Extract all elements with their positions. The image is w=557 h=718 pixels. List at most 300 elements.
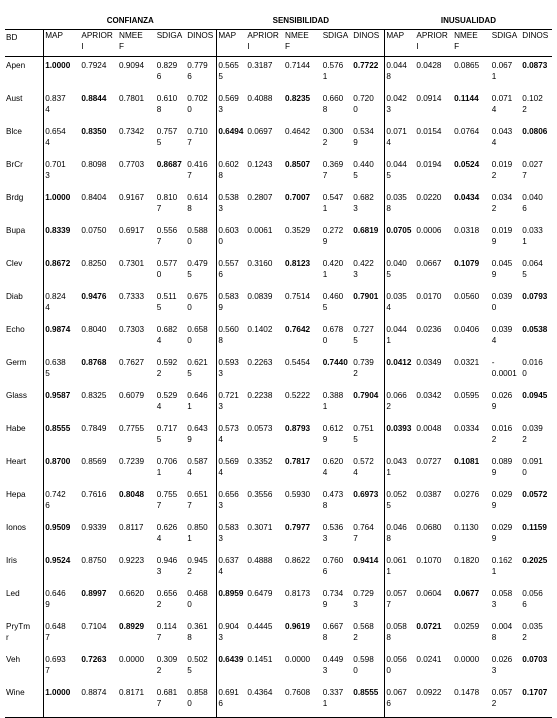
value-cell: 0.035 2 — [522, 622, 543, 642]
value-cell: 0.850 1 — [186, 519, 217, 552]
value-cell: 0.0604 — [416, 589, 442, 598]
value-cell: 0.8350 — [81, 127, 107, 136]
value-cell: 0.460 5 — [322, 292, 344, 312]
value-cell: 0.3187 — [247, 61, 273, 70]
table-row — [5, 486, 552, 519]
value-cell: 0.9619 — [285, 622, 311, 631]
value-cell: 0.039 2 — [522, 424, 543, 444]
value-cell: 0.9167 — [119, 193, 145, 202]
table-row — [5, 420, 552, 453]
value-cell: 0.720 0 — [352, 90, 385, 123]
value-cell: 0.547 1 — [322, 193, 344, 213]
value-cell: 0.042 3 — [386, 94, 407, 114]
value-cell: 0.1130 — [454, 523, 479, 532]
value-cell: 0.675 0 — [186, 288, 217, 321]
value-cell: 0.583 9 — [218, 292, 239, 312]
value-cell: 0.089 9 — [491, 457, 513, 477]
value-cell: 0.272 9 — [322, 226, 344, 246]
value-cell: 0.0220 — [416, 193, 442, 202]
value-cell: 0.071 4 — [386, 127, 407, 147]
value-cell: 0.309 2 — [156, 655, 178, 675]
dataset-name: Aust — [5, 90, 44, 123]
value-cell: 0.0434 — [454, 193, 480, 202]
value-cell: 0.449 3 — [322, 655, 344, 675]
dataset-name: Brdg — [5, 189, 44, 222]
value-cell: 1.0000 — [45, 61, 71, 70]
value-cell: 0.0945 — [522, 391, 548, 400]
value-cell: 0.678 0 — [322, 325, 344, 345]
table-row — [5, 321, 552, 354]
value-cell: 0.837 4 — [45, 94, 66, 114]
value-cell: 0.0387 — [416, 490, 442, 499]
value-cell: 0.904 3 — [218, 622, 239, 642]
value-cell: 0.2807 — [247, 193, 273, 202]
value-cell: 0.810 7 — [156, 193, 178, 213]
value-cell: 0.8929 — [119, 622, 145, 631]
value-cell: 0.3160 — [247, 259, 273, 268]
value-cell: 0.0572 — [522, 490, 548, 499]
value-cell: 0.9476 — [81, 292, 107, 301]
value-cell: 0.9414 — [352, 552, 385, 585]
value-cell: 0.588 0 — [186, 222, 217, 255]
value-cell: 0.0667 — [416, 259, 442, 268]
value-cell: 0.0750 — [81, 226, 107, 235]
value-cell: 0.0922 — [415, 684, 453, 718]
value-cell: 0.742 6 — [45, 490, 66, 510]
value-cell: 0.8569 — [81, 457, 107, 466]
value-cell: 0.114 7 — [156, 622, 177, 642]
value-cell: 0.538 3 — [218, 193, 239, 213]
dataset-name: Hepa — [5, 486, 44, 519]
value-cell: 0.052 5 — [386, 490, 407, 510]
value-cell: 0.710 7 — [186, 123, 217, 156]
value-cell: 0.029 9 — [491, 523, 513, 543]
value-cell: 0.7801 — [119, 94, 145, 103]
header-apriori-u: APRIOR I — [415, 30, 453, 57]
table-body — [5, 57, 552, 718]
value-cell: 0.8325 — [81, 391, 107, 400]
value-cell: 0.9223 — [119, 556, 145, 565]
value-cell: 0.6973 — [352, 486, 385, 519]
value-cell: 0.0349 — [416, 358, 442, 367]
value-cell: 0.701 3 — [45, 160, 66, 180]
value-cell: 0.0342 — [416, 391, 442, 400]
value-cell: 0.0406 — [454, 325, 480, 334]
value-cell: 0.603 0 — [218, 226, 239, 246]
value-cell: 0.4088 — [247, 94, 273, 103]
value-cell: 0.824 4 — [45, 292, 66, 312]
header-sdiga-c: SDIGA — [156, 30, 187, 57]
value-cell: 0.757 5 — [156, 127, 178, 147]
value-cell: 0.416 7 — [186, 156, 217, 189]
value-cell: 0.162 1 — [491, 556, 513, 576]
value-cell: 0.422 3 — [352, 255, 385, 288]
header-dinos-u: DINOS — [521, 30, 552, 57]
value-cell: 0.0873 — [522, 61, 548, 70]
value-cell: 0.8622 — [285, 556, 311, 565]
group-header-row — [5, 12, 552, 30]
value-cell: 0.0865 — [454, 61, 480, 70]
header-map-u: MAP — [385, 30, 416, 57]
value-cell: 0.8173 — [285, 589, 311, 598]
value-cell: 0.1081 — [454, 457, 480, 466]
value-cell: 0.3352 — [247, 457, 273, 466]
value-cell: 0.8235 — [285, 94, 311, 103]
header-map-s: MAP — [217, 30, 247, 57]
value-cell: 0.361 8 — [186, 618, 217, 651]
value-cell: 0.473 8 — [322, 490, 344, 510]
value-cell: 0.573 4 — [218, 424, 239, 444]
dataset-name: Wine — [5, 684, 44, 718]
value-cell: 0.734 9 — [322, 589, 344, 609]
value-cell: 0.4888 — [247, 556, 273, 565]
value-cell: 0.0194 — [416, 160, 442, 169]
value-cell: 0.7301 — [119, 259, 145, 268]
value-cell: 0.043 4 — [491, 127, 513, 147]
value-cell: 0.592 2 — [156, 358, 178, 378]
value-cell: 0.7904 — [352, 387, 385, 420]
value-cell: 0.440 5 — [352, 156, 385, 189]
value-cell: 0.0259 — [454, 622, 480, 631]
value-cell: 0.0321 — [454, 358, 480, 367]
value-cell: 0.061 1 — [386, 556, 407, 576]
value-cell: 0.612 9 — [322, 424, 344, 444]
value-cell: 0.0000 — [454, 655, 480, 664]
value-cell: 0.5454 — [285, 358, 311, 367]
value-cell: 0.779 6 — [186, 57, 217, 91]
dataset-name: PryTm r — [5, 618, 44, 651]
value-cell: 0.468 0 — [186, 585, 217, 618]
value-cell: 0.0806 — [522, 127, 548, 136]
value-cell: 0.9094 — [119, 61, 145, 70]
value-cell: 0.569 4 — [218, 457, 239, 477]
value-cell: 0.3556 — [247, 490, 273, 499]
results-table — [5, 12, 552, 718]
column-header-row — [5, 30, 552, 57]
header-dinos-c: DINOS — [186, 30, 217, 57]
results-table-container — [5, 12, 552, 718]
value-cell: 0.7977 — [285, 523, 311, 532]
value-cell: 0.6079 — [119, 391, 145, 400]
value-cell: 0.1451 — [247, 655, 273, 664]
value-cell: 0.7303 — [119, 325, 145, 334]
value-cell: 0.7616 — [81, 490, 107, 499]
value-cell: 0.7514 — [285, 292, 311, 301]
value-cell: 0.045 9 — [491, 259, 513, 279]
value-cell: 0.0154 — [416, 127, 442, 136]
value-cell: 0.058 8 — [386, 622, 407, 642]
value-cell: 0.016 0 — [522, 358, 543, 378]
value-cell: 0.706 1 — [156, 457, 178, 477]
value-cell: 0.0276 — [454, 490, 480, 499]
value-cell: 0.576 1 — [322, 61, 344, 81]
dataset-name: Clev — [5, 255, 44, 288]
value-cell: 0.727 5 — [352, 321, 385, 354]
value-cell: 0.8171 — [118, 684, 156, 718]
value-cell: 0.682 4 — [156, 325, 178, 345]
value-cell: 0.057 2 — [491, 684, 522, 718]
value-cell: 0.651 7 — [186, 486, 217, 519]
value-cell: 0.2263 — [247, 358, 273, 367]
value-cell: 0.7703 — [119, 160, 145, 169]
value-cell: 0.656 2 — [156, 589, 178, 609]
value-cell: 0.337 1 — [322, 684, 353, 718]
value-cell: 0.0914 — [416, 94, 442, 103]
header-map-c: MAP — [44, 30, 81, 57]
value-cell: 0.7849 — [81, 424, 107, 433]
value-cell: 0.1243 — [247, 160, 273, 169]
table-row — [5, 222, 552, 255]
value-cell: 0.648 7 — [45, 622, 66, 642]
dataset-name: Diab — [5, 288, 44, 321]
table-row — [5, 552, 552, 585]
value-cell: 0.2025 — [522, 556, 548, 565]
value-cell: 0.4445 — [247, 622, 273, 631]
value-cell: 0.035 8 — [386, 193, 407, 213]
header-bd: BD — [5, 30, 44, 57]
table-row — [5, 585, 552, 618]
value-cell: 0.004 8 — [491, 622, 513, 642]
value-cell: 0.0764 — [454, 127, 480, 136]
value-cell: 0.9509 — [45, 523, 71, 532]
value-cell: 0.102 2 — [522, 94, 543, 114]
table-row — [5, 684, 552, 718]
value-cell: 0.693 7 — [45, 655, 66, 675]
value-cell: 0.621 5 — [186, 354, 217, 387]
value-cell: 0.0793 — [522, 292, 548, 301]
table-row — [5, 354, 552, 387]
value-cell: 0.598 0 — [352, 651, 385, 684]
table-row — [5, 57, 552, 91]
value-cell: 0.0680 — [416, 523, 442, 532]
value-cell: 0.637 4 — [218, 556, 239, 576]
header-nmeef-c: NMEE F — [118, 30, 156, 57]
value-cell: 0.681 7 — [156, 684, 187, 718]
value-cell: 0.556 7 — [156, 226, 178, 246]
value-cell: 0.3529 — [285, 226, 311, 235]
value-cell: 0.8555 — [45, 424, 71, 433]
value-cell: 0.7627 — [119, 358, 145, 367]
value-cell: 0.568 2 — [352, 618, 385, 651]
value-cell: 0.569 3 — [218, 94, 239, 114]
value-cell: 0.729 3 — [352, 585, 385, 618]
value-cell: 0.044 5 — [386, 160, 407, 180]
value-cell: 0.6479 — [247, 589, 273, 598]
value-cell: 0.660 8 — [322, 94, 344, 114]
value-cell: 0.587 4 — [186, 453, 217, 486]
value-cell: 0.702 0 — [186, 90, 217, 123]
dataset-name: Habe — [5, 420, 44, 453]
value-cell: 0.536 3 — [322, 523, 344, 543]
value-cell: 0.0595 — [454, 391, 480, 400]
value-cell: 0.5222 — [285, 391, 311, 400]
value-cell: 0.5930 — [285, 490, 311, 499]
value-cell: 0.056 6 — [522, 589, 543, 609]
value-cell: 0.7817 — [285, 457, 311, 466]
value-cell: 0.8700 — [45, 457, 71, 466]
value-cell: 0.7342 — [119, 127, 145, 136]
value-cell: 0.946 3 — [156, 556, 178, 576]
value-cell: 0.7642 — [285, 325, 311, 334]
value-cell: 0.026 3 — [491, 655, 513, 675]
value-cell: 0.3071 — [247, 523, 273, 532]
table-row — [5, 453, 552, 486]
value-cell: 0.033 1 — [522, 226, 543, 246]
value-cell: 0.064 5 — [522, 259, 543, 279]
value-cell: 0.039 0 — [491, 292, 513, 312]
header-apriori-s: APRIOR I — [246, 30, 284, 57]
table-row — [5, 156, 552, 189]
value-cell: 0.8117 — [119, 523, 144, 532]
value-cell: 0.0334 — [454, 424, 480, 433]
value-cell: 0.638 5 — [45, 358, 66, 378]
value-cell: 0.0721 — [416, 622, 442, 631]
value-cell: 0.534 9 — [352, 123, 385, 156]
value-cell: 0.057 7 — [386, 589, 407, 609]
value-cell: 0.8250 — [81, 259, 107, 268]
value-cell: 0.602 8 — [218, 160, 239, 180]
value-cell: 0.0428 — [416, 61, 442, 70]
dataset-name: Germ — [5, 354, 44, 387]
value-cell: 0.9587 — [45, 391, 71, 400]
value-cell: 0.0727 — [416, 457, 442, 466]
value-cell: 0.9524 — [45, 556, 71, 565]
dataset-name: Heart — [5, 453, 44, 486]
value-cell: 0.040 6 — [522, 193, 543, 213]
value-cell: 0.9874 — [45, 325, 71, 334]
value-cell: 0.682 3 — [352, 189, 385, 222]
value-cell: 0.829 6 — [156, 61, 178, 81]
value-cell: 0.479 5 — [186, 255, 217, 288]
table-row — [5, 651, 552, 684]
table-row — [5, 387, 552, 420]
value-cell: 0.7901 — [352, 288, 385, 321]
value-cell: 0.6819 — [352, 222, 385, 255]
value-cell: 0.620 4 — [322, 457, 344, 477]
value-cell: 0.8844 — [81, 94, 107, 103]
header-sdiga-s: SDIGA — [322, 30, 353, 57]
value-cell: 0.040 5 — [386, 259, 407, 279]
value-cell: 0.091 0 — [522, 457, 543, 477]
value-cell: 0.8874 — [80, 684, 118, 718]
value-cell: 0.656 3 — [218, 490, 239, 510]
value-cell: 0.764 7 — [352, 519, 385, 552]
value-cell: 0.8507 — [285, 160, 311, 169]
value-cell: 0.565 5 — [218, 61, 239, 81]
value-cell: 0.046 8 — [386, 523, 407, 543]
table-row — [5, 189, 552, 222]
header-apriori-c: APRIOR I — [80, 30, 118, 57]
value-cell: 0.0170 — [416, 292, 442, 301]
table-row — [5, 519, 552, 552]
dataset-name: Echo — [5, 321, 44, 354]
value-cell: 0.577 0 — [156, 259, 178, 279]
value-cell: 0.039 4 — [491, 325, 513, 345]
value-cell: 0.7755 — [119, 424, 145, 433]
header-nmeef-s: NMEE F — [284, 30, 322, 57]
value-cell: 0.560 8 — [218, 325, 239, 345]
value-cell: 0.2238 — [247, 391, 273, 400]
value-cell: 0.067 1 — [491, 61, 513, 81]
value-cell: 0.6620 — [119, 589, 145, 598]
value-cell: 0.658 0 — [186, 321, 217, 354]
value-cell: 0.6439 — [218, 655, 244, 664]
value-cell: 0.7144 — [285, 61, 311, 70]
value-cell: 0.029 9 — [491, 490, 513, 510]
value-cell: 0.721 3 — [218, 391, 239, 411]
header-sdiga-u: SDIGA — [491, 30, 522, 57]
value-cell: 0.9339 — [81, 523, 107, 532]
value-cell: 0.1079 — [454, 259, 480, 268]
value-cell: 0.1820 — [454, 556, 480, 565]
value-cell: 0.8687 — [156, 160, 182, 169]
value-cell: 0.7263 — [81, 655, 107, 664]
value-cell: 0.019 9 — [491, 226, 513, 246]
value-cell: 0.4364 — [246, 684, 284, 718]
value-cell: 0.502 5 — [186, 651, 217, 684]
value-cell: 0.1144 — [454, 94, 479, 103]
value-cell: 0.1478 — [453, 684, 491, 718]
value-cell: 0.8959 — [218, 589, 244, 598]
value-cell: 0.067 6 — [385, 684, 416, 718]
value-cell: 0.0393 — [386, 424, 412, 433]
value-cell: 0.572 4 — [352, 453, 385, 486]
value-cell: 0.8793 — [285, 424, 311, 433]
value-cell: 0.654 4 — [45, 127, 66, 147]
value-cell: 0.300 2 — [322, 127, 344, 147]
value-cell: 0.6917 — [119, 226, 145, 235]
group-inusualidad: INUSUALIDAD — [440, 16, 496, 25]
value-cell: 0.027 7 — [522, 160, 543, 180]
value-cell: 0.0061 — [247, 226, 273, 235]
group-sensibilidad: SENSIBILIDAD — [272, 16, 330, 25]
dataset-name: Bupa — [5, 222, 44, 255]
value-cell: 0.0000 — [285, 655, 311, 664]
value-cell: 0.066 2 — [386, 391, 407, 411]
value-cell: 0.0839 — [247, 292, 273, 301]
value-cell: 0.7722 — [352, 57, 385, 91]
value-cell: 0.583 3 — [218, 523, 239, 543]
value-cell: 0.035 4 — [386, 292, 407, 312]
table-row — [5, 288, 552, 321]
dataset-name: Ionos — [5, 519, 44, 552]
value-cell: 0.8997 — [81, 589, 107, 598]
value-cell: - 0.0001 — [491, 358, 517, 378]
value-cell: 0.7924 — [81, 61, 107, 70]
table-row — [5, 255, 552, 288]
value-cell: 0.0703 — [522, 655, 548, 664]
dataset-name: BrCr — [5, 156, 44, 189]
value-cell: 0.0412 — [386, 358, 412, 367]
dataset-name: Apen — [5, 57, 44, 91]
value-cell: 0.8672 — [45, 259, 71, 268]
value-cell: 0.0318 — [454, 226, 480, 235]
value-cell: 0.0705 — [386, 226, 412, 235]
value-cell: 0.593 3 — [218, 358, 239, 378]
value-cell: 0.739 2 — [352, 354, 385, 387]
value-cell: 0.0538 — [522, 325, 548, 334]
value-cell: 0.8040 — [81, 325, 107, 334]
value-cell: 0.016 2 — [491, 424, 513, 444]
value-cell: 0.1707 — [521, 684, 552, 718]
value-cell: 0.420 1 — [322, 259, 344, 279]
value-cell: 0.858 0 — [186, 684, 217, 718]
value-cell: 0.0241 — [416, 655, 442, 664]
value-cell: 0.557 6 — [218, 259, 239, 279]
table-row — [5, 123, 552, 156]
value-cell: 0.6494 — [218, 127, 244, 136]
value-cell: 0.667 8 — [322, 622, 344, 642]
